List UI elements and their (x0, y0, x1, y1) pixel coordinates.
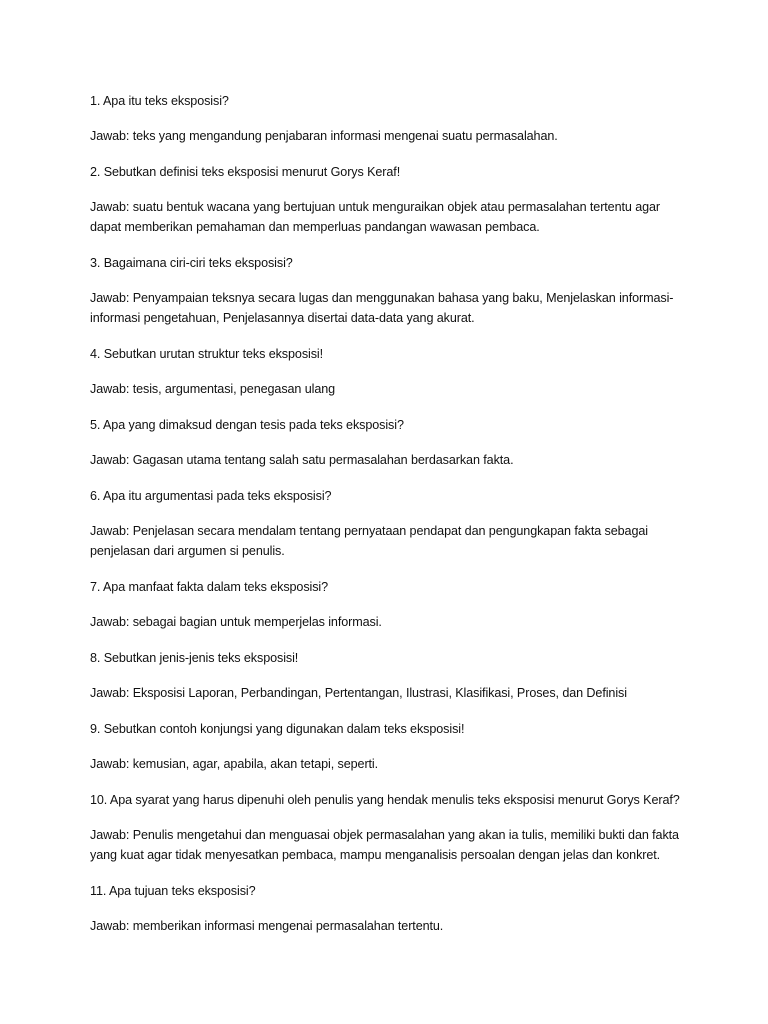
qa-item-8 (90, 648, 680, 703)
question-7: 7. Apa manfaat fakta dalam teks eksposisi? (90, 580, 329, 594)
question-9: 9. Sebutkan contoh konjungsi yang digunakan dalam teks eksposisi! (90, 722, 465, 736)
answer-4: Jawab: tesis, argumentasi, penegasan ulang (90, 382, 336, 396)
qa-item-11 (90, 881, 680, 936)
question-8: 8. Sebutkan jenis-jenis teks eksposisi! (90, 651, 299, 665)
answer-2: Jawab: suatu bentuk wacana yang bertujuan untuk menguraikan objek atau permasalahan tertentu agar dapat memberikan pemahaman dan memperluas pandangan wawasan pembaca. (90, 200, 661, 234)
qa-item-2 (90, 162, 680, 237)
question-11: 11. Apa tujuan teks eksposisi? (90, 884, 256, 898)
qa-item-10 (90, 790, 680, 865)
question-6: 6. Apa itu argumentasi pada teks eksposisi? (90, 489, 332, 503)
qa-item-6 (90, 486, 680, 561)
answer-5: Jawab: Gagasan utama tentang salah satu permasalahan berdasarkan fakta. (90, 453, 514, 467)
answer-10: Jawab: Penulis mengetahui dan menguasai objek permasalahan yang akan ia tulis, memiliki bukti dan fakta yang kuat agar tidak menyesatkan pembaca, mampu menganalisis persoalan dengan jelas dan konkret. (90, 828, 679, 862)
answer-7: Jawab: sebagai bagian untuk memperjelas informasi. (90, 615, 382, 629)
qa-document (90, 91, 680, 952)
question-5: 5. Apa yang dimaksud dengan tesis pada teks eksposisi? (90, 418, 404, 432)
answer-9: Jawab: kemusian, agar, apabila, akan tetapi, seperti. (90, 757, 379, 771)
qa-item-7 (90, 577, 680, 632)
qa-item-4 (90, 344, 680, 399)
question-2: 2. Sebutkan definisi teks eksposisi menurut Gorys Keraf! (90, 165, 401, 179)
question-1: 1. Apa itu teks eksposisi? (90, 94, 229, 108)
question-10: 10. Apa syarat yang harus dipenuhi oleh penulis yang hendak menulis teks eksposisi menurut Gorys Keraf? (90, 793, 680, 807)
answer-6: Jawab: Penjelasan secara mendalam tentang pernyataan pendapat dan pengungkapan fakta sebagai penjelasan dari argumen si penulis. (90, 524, 648, 558)
qa-item-1 (90, 91, 680, 146)
answer-3: Jawab: Penyampaian teksnya secara lugas dan menggunakan bahasa yang baku, Menjelaskan informasi-informasi pengetahuan, Penjelasannya disertai data-data yang akurat. (90, 291, 674, 325)
answer-1: Jawab: teks yang mengandung penjabaran informasi mengenai suatu permasalahan. (90, 129, 558, 143)
answer-8: Jawab: Eksposisi Laporan, Perbandingan, Pertentangan, Ilustrasi, Klasifikasi, Proses, dan Definisi (90, 686, 627, 700)
qa-item-5 (90, 415, 680, 470)
qa-item-9 (90, 719, 680, 774)
answer-11: Jawab: memberikan informasi mengenai permasalahan tertentu. (90, 919, 444, 933)
qa-item-3 (90, 253, 680, 328)
question-4: 4. Sebutkan urutan struktur teks eksposisi! (90, 347, 324, 361)
question-3: 3. Bagaimana ciri-ciri teks eksposisi? (90, 256, 293, 270)
